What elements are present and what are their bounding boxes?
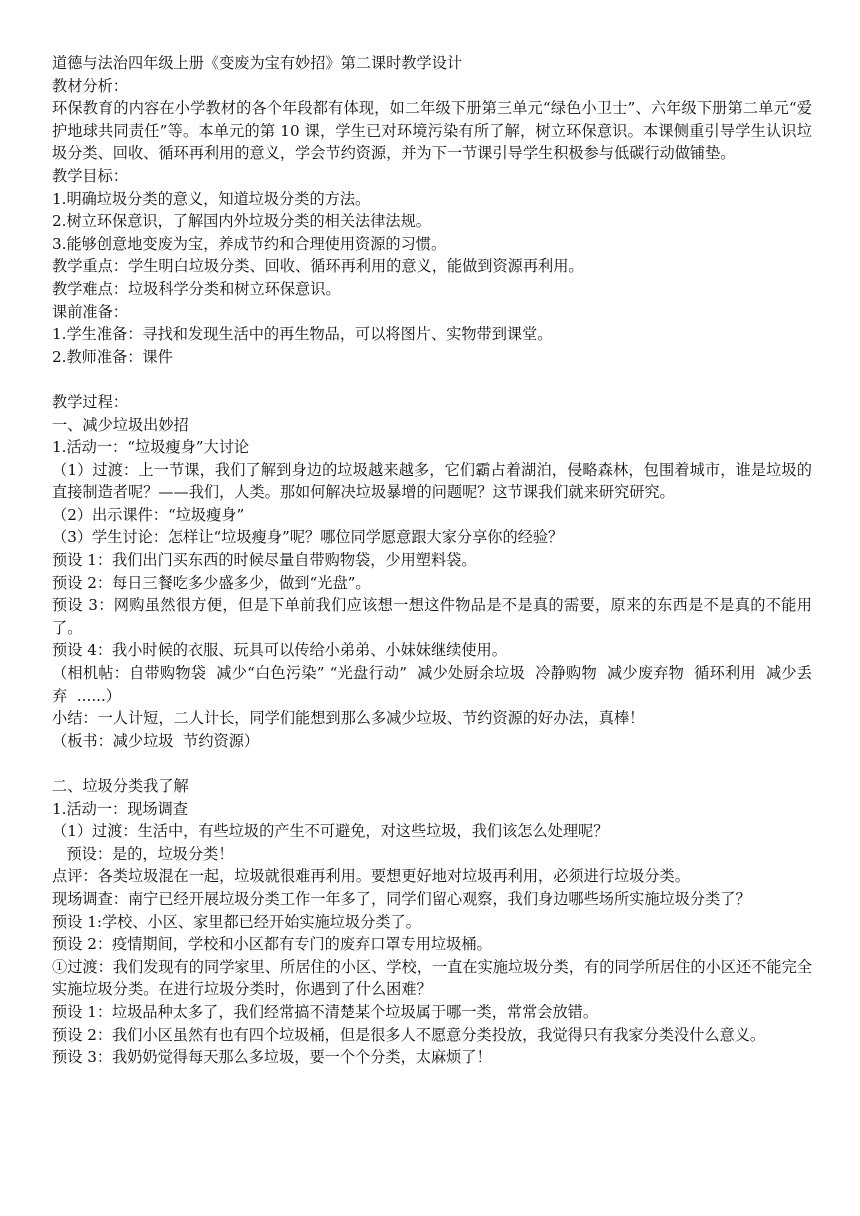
paragraph: 预设 4：我小时候的衣服、玩具可以传给小弟弟、小妹妹继续使用。 bbox=[52, 641, 507, 660]
paragraph: 预设 3：我奶奶觉得每天那么多垃圾，要一个个分类，太麻烦了！ bbox=[52, 1048, 492, 1067]
paragraph: 教学过程： bbox=[52, 392, 128, 411]
paragraph: 点评：各类垃圾混在一起，垃圾就很难再利用。要想更好地对垃圾再利用，必须进行垃圾分类。 bbox=[52, 867, 690, 886]
paragraph: 1.活动一：“垃圾瘦身”大讨论 bbox=[52, 438, 250, 457]
paragraph: （3）学生讨论：怎样让“垃圾瘦身”呢？哪位同学愿意跟大家分享你的经验？ bbox=[52, 528, 564, 547]
paragraph: 二、垃圾分类我了解 bbox=[52, 777, 189, 795]
paragraph: 2.树立环保意识，了解国内外垃圾分类的相关法律法规。 bbox=[52, 212, 431, 231]
paragraph: 预设 1：我们出门买东西的时候尽量自带购物袋，少用塑料袋。 bbox=[52, 551, 477, 570]
paragraph: ①过渡：我们发现有的同学家里、所居住的小区、学校，一直在实施垃圾分类，有的同学所居住的小区还不能完全实施垃圾分类。在进行垃圾分类时，你遇到了什么困难？ bbox=[52, 957, 812, 999]
document-page bbox=[52, 52, 812, 1069]
paragraph: （1）过渡：生活中，有些垃圾的产生不可避免，对这些垃圾，我们该怎么处理呢？ bbox=[52, 822, 609, 841]
paragraph: 教学目标： bbox=[52, 166, 128, 185]
paragraph: （相机帖：自带购物袋 减少“白色污染” “光盘行动” 减少处厨余垃圾 冷静购物 减少废弃物 循环利用 减少丢弃 ......） bbox=[52, 664, 812, 705]
paragraph: 现场调查：南宁已经开展垃圾分类工作一年多了，同学们留心观察，我们身边哪些场所实施垃圾分类了？ bbox=[52, 889, 751, 908]
paragraph: 预设 2：我们小区虽然有也有四个垃圾桶，但是很多人不愿意分类投放，我觉得只有我家分类没什么意义。 bbox=[52, 1025, 766, 1044]
paragraph: 1.活动一：现场调查 bbox=[52, 799, 188, 818]
paragraph: 预设 2：每日三餐吃多少盛多少，做到“光盘”。 bbox=[52, 573, 371, 592]
paragraph: 预设 3：网购虽然很方便，但是下单前我们应该想一想这件物品是不是真的需要，原来的东西是不是真的不能用了。 bbox=[52, 596, 812, 637]
paragraph: 教学重点：学生明白垃圾分类、回收、循环再利用的意义，能做到资源再利用。 bbox=[52, 257, 584, 276]
document-body bbox=[52, 75, 812, 1069]
paragraph: 1.学生准备：寻找和发现生活中的再生物品，可以将图片、实物带到课堂。 bbox=[52, 325, 553, 344]
paragraph: 教学难点：垃圾科学分类和树立环保意识。 bbox=[52, 279, 341, 298]
paragraph: 预设：是的，垃圾分类！ bbox=[52, 844, 234, 863]
document-title: 道德与法治四年级上册《变废为宝有妙招》第二课时教学设计 bbox=[52, 54, 463, 72]
paragraph: 1.明确垃圾分类的意义，知道垃圾分类的方法。 bbox=[52, 189, 371, 208]
paragraph: 预设 1:学校、小区、家里都已经开始实施垃圾分类了。 bbox=[52, 912, 421, 931]
blank-line bbox=[52, 368, 812, 391]
paragraph: 环保教育的内容在小学教材的各个年段都有体现，如二年级下册第三单元“绿色小卫士”、六年级下册第二单元“爱护地球共同责任”等。本单元的第 10 课，学生已对环境污染有所了解，树立环保意识。本课侧重引导学生认识垃圾分类、回收、循环再利用的意义，学会节约资源，并为下一节课引导学生积极参与低碳行动做铺垫。 bbox=[52, 99, 812, 163]
paragraph: 小结：一人计短，二人计长，同学们能想到那么多减少垃圾、节约资源的好办法，真棒！ bbox=[52, 709, 645, 728]
paragraph: （1）过渡：上一节课，我们了解到身边的垃圾越来越多，它们霸占着湖泊，侵略森林，包围着城市，谁是垃圾的直接制造者呢？——我们，人类。那如何解决垃圾暴增的问题呢？这节课我们就来研究研究。 bbox=[52, 460, 812, 502]
paragraph: 3.能够创意地变废为宝，养成节约和合理使用资源的习惯。 bbox=[52, 234, 447, 253]
paragraph: 预设 2：疫情期间，学校和小区都有专门的废弃口罩专用垃圾桶。 bbox=[52, 935, 492, 954]
paragraph: 教材分析： bbox=[52, 76, 128, 95]
paragraph: 课前准备： bbox=[52, 302, 128, 321]
paragraph: 2.教师准备：课件 bbox=[52, 347, 173, 366]
paragraph: （2）出示课件：“垃圾瘦身” bbox=[52, 505, 245, 524]
paragraph: 预设 1：垃圾品种太多了，我们经常搞不清楚某个垃圾属于哪一类，常常会放错。 bbox=[52, 1002, 599, 1021]
paragraph: 一、减少垃圾出妙招 bbox=[52, 415, 189, 434]
paragraph: （板书：减少垃圾 节约资源） bbox=[52, 731, 260, 750]
blank-line bbox=[52, 752, 812, 775]
